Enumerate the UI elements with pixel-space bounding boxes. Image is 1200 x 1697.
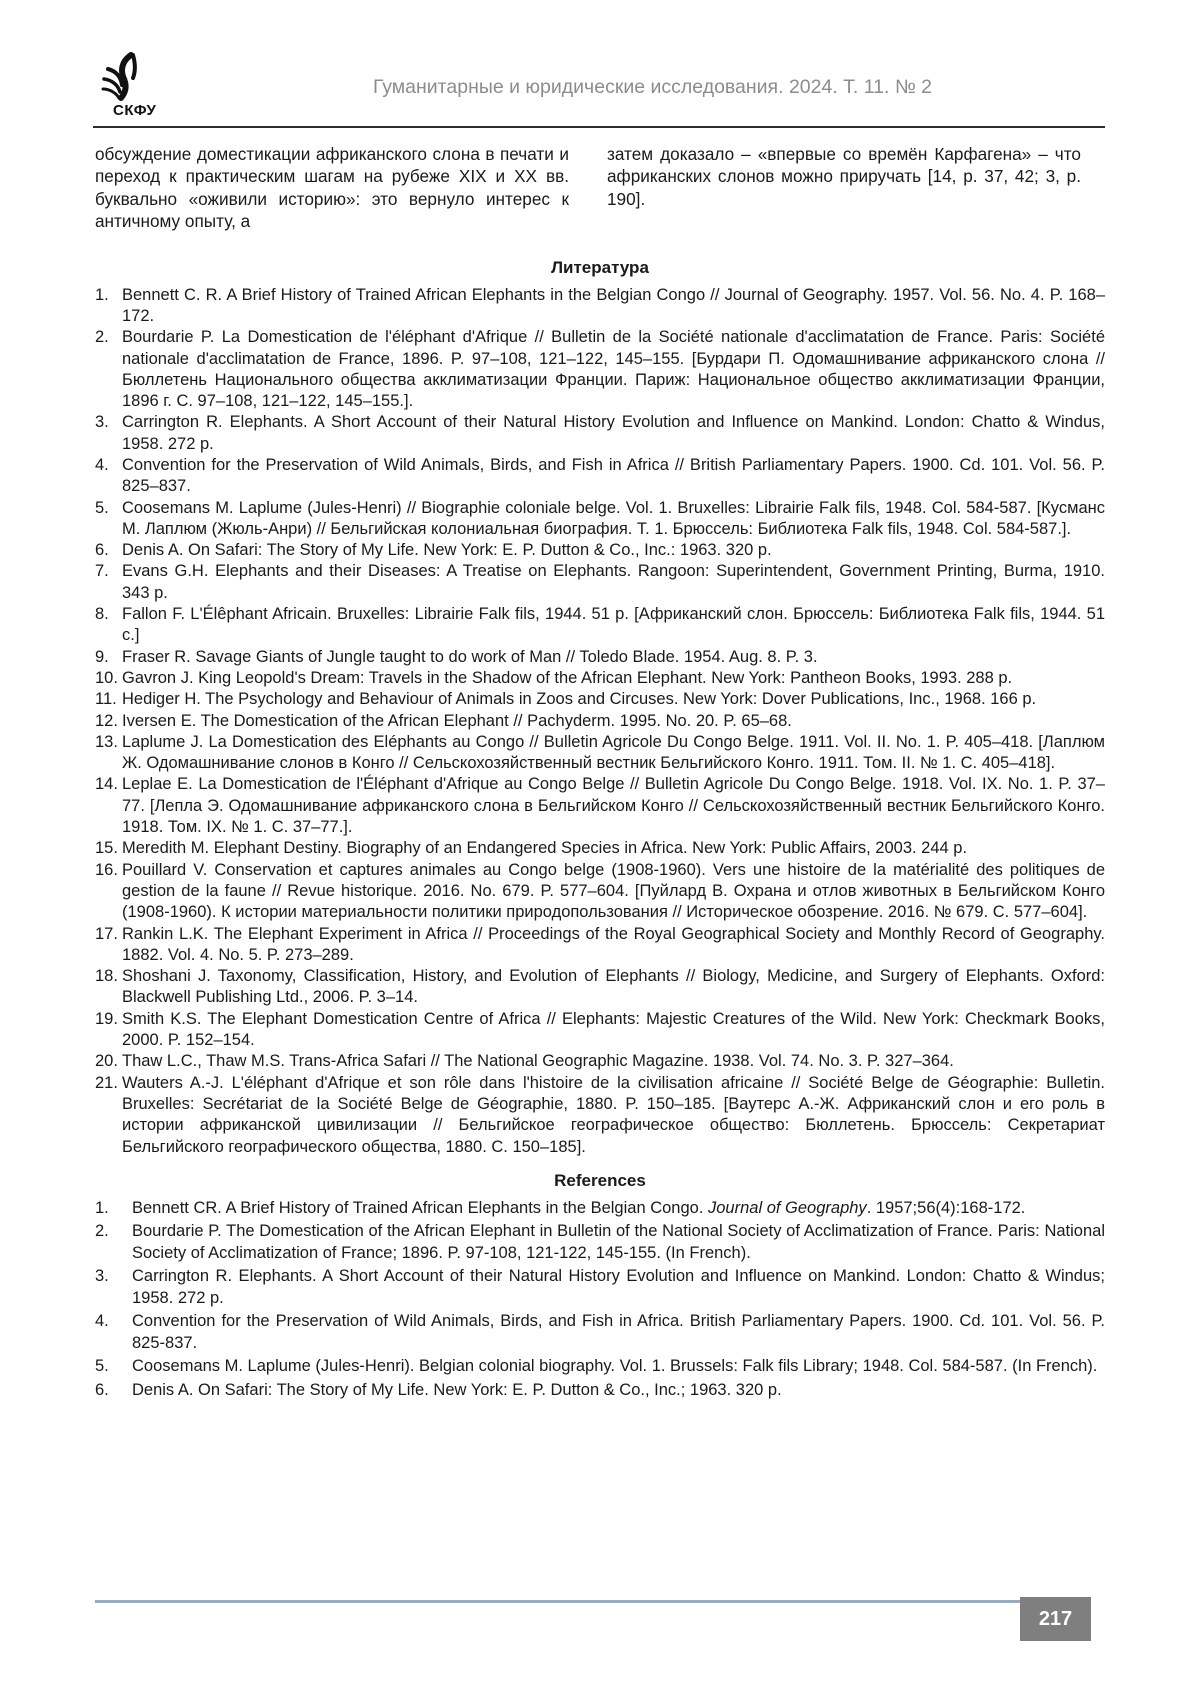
item-text: Shoshani J. Taxonomy, Classification, History, and Evolution of Elephants // Biology, Medicine, and Surgery of Elephants. Oxford: Blackwell Publishing Ltd., 2006. P. 3–14.	[122, 967, 1105, 1007]
literature-item	[95, 860, 1105, 924]
item-text: Leplae E. La Domestication de l'Éléphant d'Afrique au Congo Belge // Bulletin Agricole Du Congo Belge. 1918. Vol. IX. No. 1. P. 37–77. [Лепла Э. Одомашнивание африканского слона в Бельгийском Конго // Сельскохозяйственный вестник Бельгийского Конго. 1918. Том. IX. № 1. С. 37–77.].	[122, 775, 1105, 837]
item-text: Fallon F. L'Élêphant Africain. Bruxelles: Librairie Falk fils, 1944. 51 p. [Африканский слон. Брюссель: Библиотека Falk fils, 1944. 51 с.]	[122, 605, 1105, 645]
item-number: 15.	[95, 839, 118, 858]
references-heading: References	[554, 1170, 646, 1190]
item-number: 8.	[95, 605, 109, 624]
reference-item	[95, 1221, 1105, 1264]
literature-item	[95, 774, 1105, 838]
item-number: 5.	[95, 498, 109, 517]
reference-item	[95, 1356, 1105, 1378]
item-text: Convention for the Preservation of Wild Animals, Birds, and Fish in Africa // British Parliamentary Papers. 1900. Cd. 101. Vol. 56. P. 825–837.	[122, 456, 1105, 496]
literature-item	[95, 689, 1105, 710]
item-text: Carrington R. Elephants. A Short Account of their Natural History Evolution and Influence on Mankind. London: Chatto & Windus, 1958. 272 p.	[122, 413, 1105, 453]
literature-item	[95, 498, 1105, 541]
item-text: Bourdarie P. The Domestication of the African Elephant in Bulletin of the National Society of Acclimatization of France. Paris: National Society of Acclimatization of France; 1896. P. 97-108, 121-122, 145-155. (In French).	[132, 1222, 1105, 1262]
item-text: Meredith M. Elephant Destiny. Biography of an Endangered Species in Africa. New York: Public Affairs, 2003. 244 p.	[122, 839, 968, 858]
page-number: 217	[1038, 1607, 1073, 1630]
item-text: Pouillard V. Conservation et captures animales au Congo belge (1908-1960). Vers une histoire de la matérialité des politiques de gestion de la faune // Revue historique. 2016. No. 679. P. 577–604. [Пуйлард В. Охрана и отлов животных в Бельгийском Конго (1908-1960). К истории материальности политики природопользования // Историческое обозрение. 2016. № 679. С. 577–604].	[122, 860, 1105, 922]
literature-item	[95, 285, 1105, 328]
item-number: 7.	[95, 562, 109, 581]
literature-item	[95, 604, 1105, 647]
skfu-logo-label: СКФУ	[113, 102, 157, 119]
item-number: 4.	[95, 456, 109, 474]
literature-item	[95, 1073, 1105, 1158]
reference-item	[95, 1198, 1105, 1220]
item-number: 4.	[95, 1312, 109, 1331]
item-text: Bourdarie P. La Domestication de l'éléphant d'Afrique // Bulletin de la Société nationale d'acclimatation de France. Paris: Société nationale d'acclimatation de France, 1896. P. 97–108, 121–122, 145–155. [Бурдари П. Одомашнивание африканского слона // Бюллетень Национального общества акклиматизации Франции. Париж: Национальное общество акклиматизации Франции, 1896 г. С. 97–108, 121–122, 145–155.].	[122, 328, 1105, 411]
item-number: 5.	[95, 1357, 109, 1376]
item-number: 6.	[95, 541, 109, 560]
skfu-eagle-icon	[95, 52, 175, 104]
literature-item	[95, 455, 1105, 498]
item-text: Bennett CR. A Brief History of Trained African Elephants in the Belgian Congo. Journal of Geography. 1957;56(4):168-172.	[132, 1198, 1026, 1217]
item-text: Fraser R. Savage Giants of Jungle taught to do work of Man // Toledo Blade. 1954. Aug. 8. P. 3.	[122, 647, 818, 666]
reference-item	[95, 1380, 1105, 1402]
item-number: 1.	[95, 285, 109, 304]
literature-list	[95, 285, 1105, 1158]
literature-item	[95, 732, 1105, 775]
item-text: Denis A. On Safari: The Story of My Life. New York: E. P. Dutton & Co., Inc.; 1963. 320 p.	[132, 1380, 782, 1399]
literature-item	[95, 540, 1105, 561]
literature-item	[95, 711, 1105, 732]
item-text: Hediger H. The Psychology and Behaviour of Animals in Zoos and Circuses. New York: Dover Publications, Inc., 1968. 166 p.	[122, 690, 1037, 709]
page-header	[0, 0, 1200, 130]
item-text: Bennett C. R. A Brief History of Trained African Elephants in the Belgian Congo // Journal of Geography. 1957. Vol. 56. No. 4. P. 168–172.	[122, 285, 1105, 325]
literature-item	[95, 924, 1105, 967]
page-number-badge	[1020, 1597, 1091, 1641]
literature-item	[95, 561, 1105, 604]
item-text: Laplume J. La Domestication des Eléphants au Congo // Bulletin Agricole Du Congo Belge. 1911. Vol. II. No. 1. P. 405–418. [Лаплюм Ж. Одомашнивание слонов в Конго // Сельскохозяйственный вестник Бельгийского Конго. 1911. Том. II. № 1. С. 405–418].	[122, 732, 1105, 773]
item-number: 3.	[95, 1267, 109, 1286]
item-number: 12.	[95, 711, 118, 730]
item-text: Denis A. On Safari: The Story of My Life. New York: E. P. Dutton & Co., Inc.: 1963. 320 p.	[122, 541, 772, 560]
item-number: 6.	[95, 1380, 109, 1399]
item-text: Coosemans M. Laplume (Jules-Henri) // Biographie coloniale belge. Vol. 1. Bruxelles: Librairie Falk fils, 1948. Col. 584-587. [Кусманс М. Лаплюм (Жюль-Анри) // Бельгийская колониальная биография. Т. 1. Брюссель: Библиотека Falk fils, 1948. Col. 584-587.].	[122, 498, 1105, 538]
literature-item	[95, 966, 1105, 1009]
item-number: 11.	[95, 690, 117, 709]
item-text: Thaw L.C., Thaw M.S. Trans-Africa Safari // The National Geographic Magazine. 1938. Vol. 74. No. 3. P. 327–364.	[122, 1052, 954, 1071]
references-list	[95, 1198, 1105, 1402]
item-number: 2.	[95, 1222, 109, 1241]
literature-item	[95, 1051, 1105, 1072]
item-text: Iversen E. The Domestication of the African Elephant // Pachyderm. 1995. No. 20. P. 65–68.	[122, 711, 792, 730]
literature-item	[95, 647, 1105, 668]
item-number: 19.	[95, 1009, 118, 1028]
page-content	[95, 143, 1105, 1403]
footer-rule	[95, 1600, 1020, 1603]
item-number: 14.	[95, 775, 118, 794]
literature-heading: Литература	[551, 257, 649, 277]
item-text: Rankin L.K. The Elephant Experiment in Africa // Proceedings of the Royal Geographical Society and Monthly Record of Geography. 1882. Vol. 4. No. 5. P. 273–289.	[122, 924, 1105, 964]
item-text: Smith K.S. The Elephant Domestication Centre of Africa // Elephants: Majestic Creatures of the Wild. New York: Checkmark Books, 2000. P. 152–154.	[122, 1009, 1105, 1050]
item-text: Convention for the Preservation of Wild Animals, Birds, and Fish in Africa. British Parliamentary Papers. 1900. Cd. 101. Vol. 56. P. 825-837.	[132, 1312, 1105, 1352]
item-number: 9.	[95, 647, 109, 666]
reference-item	[95, 1266, 1105, 1309]
header-rule	[93, 126, 1105, 128]
item-number: 20.	[95, 1052, 118, 1071]
item-number: 3.	[95, 413, 109, 432]
intro-left-column: обсуждение доместикации африканского слона в печати и переход к практическим шагам на рубеже XIX и XX вв. буквально «оживили историю»: это вернуло интерес к античному опыту, а	[95, 144, 569, 232]
skfu-logo	[95, 52, 175, 126]
item-number: 2.	[95, 328, 109, 347]
item-text: Wauters A.-J. L'éléphant d'Afrique et son rôle dans l'histoire de la civilisation africaine // Société Belge de Géographie: Bulletin. Bruxelles: Secrétariat de la Société Belge de Géographie, 1880. P. 150–185. [Ваутерс А.-Ж. Африканский слон и его роль в истории африканской цивилизации // Бельгийское географическое общество: Бюллетень. Брюссель: Секретариат Бельгийского географического общества, 1880. С. 150–185].	[122, 1073, 1105, 1156]
item-text: Coosemans M. Laplume (Jules-Henri). Belgian colonial biography. Vol. 1. Brussels: Falk fils Library; 1948. Col. 584-587. (In French).	[132, 1357, 1098, 1376]
item-text: Evans G.H. Elephants and their Diseases: A Treatise on Elephants. Rangoon: Superintendent, Government Printing, Burma, 1910. 343 p.	[122, 562, 1105, 602]
item-number: 21.	[95, 1073, 118, 1092]
item-text: Carrington R. Elephants. A Short Account of their Natural History Evolution and Influence on Mankind. London: Chatto & Windus; 1958. 272 p.	[132, 1267, 1105, 1307]
item-number: 1.	[95, 1198, 109, 1217]
journal-title: Гуманитарные и юридические исследования. 2024. Т. 11. № 2	[372, 76, 933, 98]
item-number: 18.	[95, 967, 118, 986]
page-footer	[95, 1597, 1105, 1643]
reference-item	[95, 1311, 1105, 1354]
literature-item	[95, 412, 1105, 455]
item-number: 16.	[95, 860, 118, 879]
literature-item	[95, 668, 1105, 689]
intro-right-column: затем доказало – «впервые со времён Карфагена» – что африканских слонов можно приручать [14, p. 37, 42; 3, p. 190].	[607, 144, 1081, 209]
literature-item	[95, 327, 1105, 412]
item-text: Gavron J. King Leopold's Dream: Travels in the Shadow of the African Elephant. New York: Pantheon Books, 1993. 288 p.	[122, 668, 1013, 687]
item-number: 13.	[95, 732, 118, 751]
item-number: 10.	[95, 668, 118, 687]
literature-item	[95, 1009, 1105, 1052]
item-number: 17.	[95, 924, 118, 943]
intro-columns	[95, 143, 1105, 233]
literature-item	[95, 838, 1105, 859]
